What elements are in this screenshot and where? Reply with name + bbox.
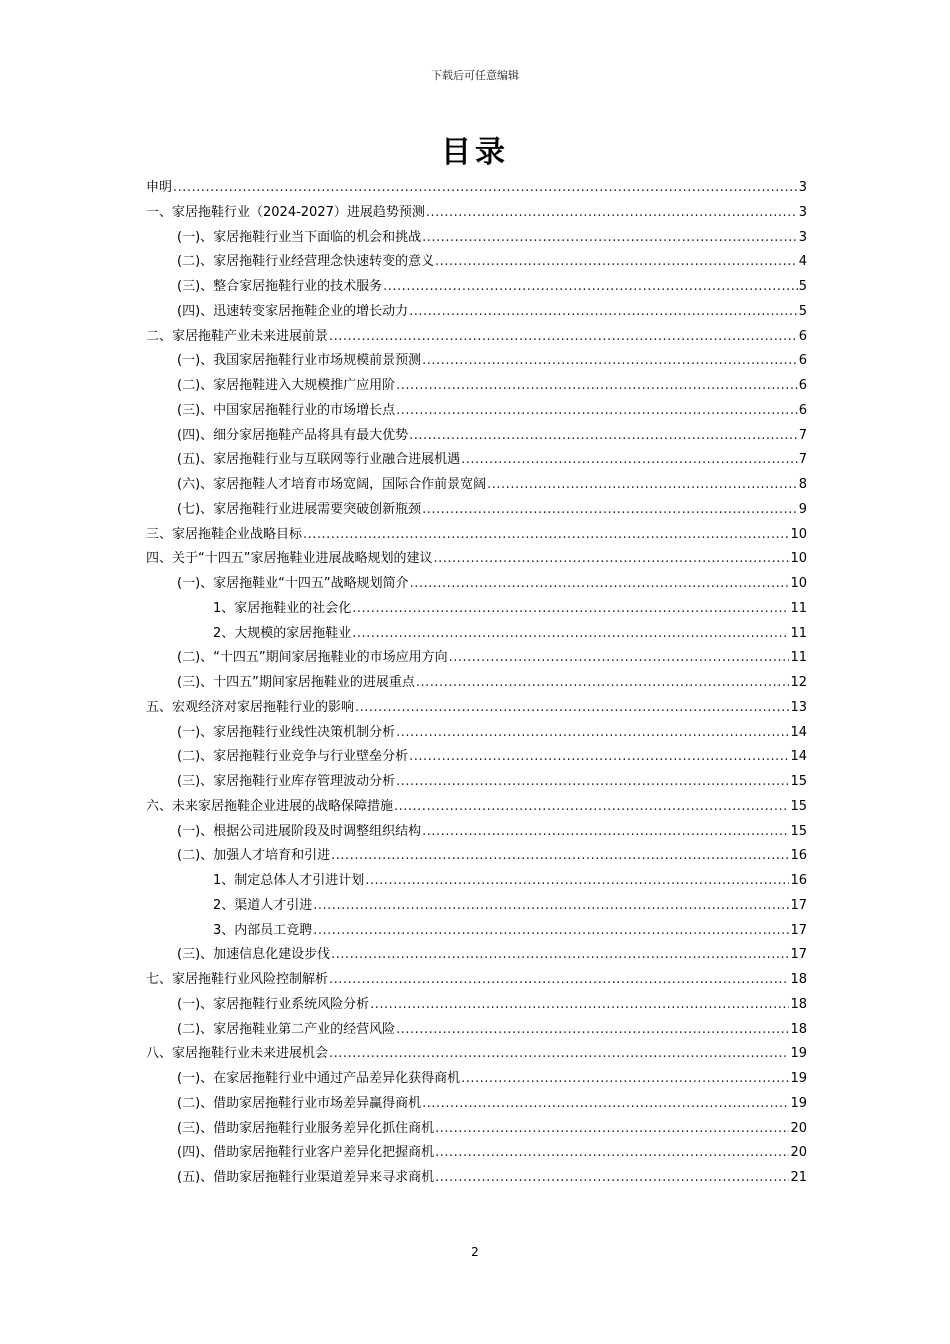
toc-dot-leader	[396, 1018, 789, 1043]
toc-entry-label: 三、家居拖鞋企业战略目标	[146, 526, 303, 542]
toc-entry-page: 4	[798, 254, 807, 270]
toc-entry-page: 17	[790, 947, 807, 963]
toc-entry-page: 7	[798, 452, 807, 468]
table-of-contents	[146, 176, 807, 1191]
toc-dot-leader	[329, 968, 789, 993]
toc-dot-leader	[410, 572, 790, 597]
toc-entry-label: (四)、迅速转变家居拖鞋企业的增长动力	[177, 303, 409, 319]
toc-entry-label: (一)、家居拖鞋业“十四五”战略规划简介	[177, 576, 409, 591]
toc-dot-leader	[433, 547, 789, 572]
toc-entry-page: 20	[790, 1145, 807, 1161]
toc-entry[interactable]	[146, 325, 807, 350]
toc-entry[interactable]	[146, 597, 807, 622]
toc-entry[interactable]	[146, 844, 807, 869]
toc-entry[interactable]	[146, 300, 807, 325]
toc-dot-leader	[416, 671, 790, 696]
toc-entry-page: 6	[798, 353, 807, 369]
toc-entry-page: 9	[798, 501, 807, 517]
toc-entry-label: (四)、借助家居拖鞋行业客户差异化把握商机	[177, 1145, 435, 1161]
toc-entry-label: (三)、整合家居拖鞋行业的技术服务	[177, 279, 383, 294]
toc-entry[interactable]	[146, 696, 807, 721]
toc-entry[interactable]	[146, 498, 807, 523]
toc-entry[interactable]	[146, 349, 807, 374]
toc-entry-label: 1、制定总体人才引进计划	[213, 873, 365, 888]
toc-dot-leader	[461, 1067, 789, 1092]
toc-entry-label: (五)、家居拖鞋行业与互联网等行业融合进展机遇	[177, 452, 461, 468]
toc-entry-label: 一、家居拖鞋行业（2024-2027）进展趋势预测	[146, 204, 425, 220]
toc-dot-leader	[435, 1166, 789, 1191]
toc-dot-leader	[313, 894, 789, 919]
toc-entry-label: (一)、在家居拖鞋行业中通过产品差异化获得商机	[177, 1071, 461, 1086]
toc-dot-leader	[449, 646, 790, 671]
toc-entry-label: (一)、我国家居拖鞋行业市场规模前景预测	[177, 353, 422, 369]
toc-entry-page: 16	[790, 873, 807, 888]
toc-dot-leader	[461, 448, 798, 473]
toc-entry-label: (六)、家居拖鞋人才培育市场宽阔，国际合作前景宽阔	[177, 477, 487, 492]
toc-entry[interactable]	[146, 770, 807, 795]
toc-entry-page: 3	[798, 229, 807, 245]
toc-entry-label: (二)、家居拖鞋进入大规模推广应用阶	[177, 378, 396, 393]
toc-entry-label: (四)、细分家居拖鞋产品将具有最大优势	[177, 427, 409, 443]
toc-dot-leader	[396, 770, 789, 795]
page-title: 目录	[441, 135, 509, 170]
toc-entry-page: 3	[798, 180, 807, 195]
toc-entry-label: (三)、加速信息化建设步伐	[177, 947, 331, 963]
toc-dot-leader	[331, 943, 789, 968]
toc-entry-page: 19	[790, 1071, 807, 1086]
toc-entry[interactable]	[146, 919, 807, 944]
toc-entry-label: 3、内部员工竞聘	[213, 922, 313, 938]
toc-dot-leader	[383, 275, 798, 300]
toc-entry-page: 14	[790, 749, 807, 765]
toc-entry-label: (七)、家居拖鞋行业进展需要突破创新瓶颈	[177, 501, 422, 517]
toc-entry-page: 17	[790, 922, 807, 938]
toc-dot-leader	[396, 721, 789, 746]
toc-entry-label: 2、大规模的家居拖鞋业	[213, 625, 352, 641]
toc-entry-label: 二、家居拖鞋产业未来进展前景	[146, 328, 329, 344]
toc-entry-label: 2、渠道人才引进	[213, 897, 313, 913]
toc-entry-page: 12	[790, 675, 807, 690]
toc-entry-page: 6	[798, 328, 807, 344]
toc-entry-page: 14	[790, 724, 807, 740]
toc-entry[interactable]	[146, 1067, 807, 1092]
toc-entry[interactable]	[146, 745, 807, 770]
toc-entry[interactable]	[146, 473, 807, 498]
toc-dot-leader	[329, 1042, 789, 1067]
toc-entry[interactable]	[146, 424, 807, 449]
toc-entry-label: 六、未来家居拖鞋企业进展的战略保障措施	[146, 798, 394, 814]
toc-entry[interactable]	[146, 795, 807, 820]
toc-entry[interactable]	[146, 572, 807, 597]
toc-entry-label: (五)、借助家居拖鞋行业渠道差异来寻求商机	[177, 1170, 435, 1185]
toc-dot-leader	[422, 1092, 789, 1117]
toc-entry[interactable]	[146, 622, 807, 647]
toc-dot-leader	[435, 1141, 789, 1166]
toc-entry-page: 15	[790, 823, 807, 839]
toc-dot-leader	[355, 696, 789, 721]
toc-entry[interactable]	[146, 646, 807, 671]
toc-entry-page: 6	[798, 378, 807, 393]
toc-entry-label: (二)、借助家居拖鞋行业市场差异赢得商机	[177, 1095, 422, 1111]
toc-entry[interactable]	[146, 523, 807, 548]
toc-entry-page: 11	[790, 600, 807, 616]
toc-entry-page: 18	[790, 972, 807, 987]
toc-entry-page: 19	[790, 1095, 807, 1111]
toc-entry[interactable]	[146, 448, 807, 473]
toc-entry-page: 6	[798, 402, 807, 418]
toc-entry-page: 18	[790, 1021, 807, 1037]
toc-entry-label: (二)、家居拖鞋行业竞争与行业壁垒分析	[177, 749, 409, 765]
toc-dot-leader	[426, 201, 798, 226]
toc-dot-leader	[313, 919, 789, 944]
toc-entry-label: (三)、中国家居拖鞋行业的市场增长点	[177, 402, 396, 418]
toc-dot-leader	[352, 597, 789, 622]
toc-entry-label: 申明	[146, 180, 173, 195]
toc-dot-leader	[331, 844, 789, 869]
toc-dot-leader	[409, 424, 798, 449]
toc-entry[interactable]	[146, 721, 807, 746]
toc-entry-label: 八、家居拖鞋行业未来进展机会	[146, 1046, 329, 1062]
toc-dot-leader	[352, 622, 789, 647]
toc-entry[interactable]	[146, 943, 807, 968]
toc-entry-page: 15	[790, 798, 807, 814]
toc-entry[interactable]	[146, 1166, 807, 1191]
toc-dot-leader	[409, 300, 798, 325]
toc-entry-label: (三)、借助家居拖鞋行业服务差异化抓住商机	[177, 1120, 435, 1136]
toc-entry-label: 七、家居拖鞋行业风险控制解析	[146, 972, 329, 987]
toc-entry-label: (三)、十四五”期间家居拖鞋业的进展重点	[177, 675, 415, 690]
toc-dot-leader	[435, 1117, 789, 1142]
toc-entry-label: (一)、家居拖鞋行业当下面临的机会和挑战	[177, 229, 422, 245]
toc-entry-label: (一)、家居拖鞋行业线性决策机制分析	[177, 724, 396, 740]
toc-entry-label: (三)、家居拖鞋行业库存管理波动分析	[177, 774, 396, 789]
toc-entry[interactable]	[146, 671, 807, 696]
toc-entry[interactable]	[146, 869, 807, 894]
toc-entry-page: 5	[798, 279, 807, 294]
toc-entry[interactable]	[146, 1092, 807, 1117]
toc-entry[interactable]	[146, 1042, 807, 1067]
toc-entry-page: 11	[790, 625, 807, 641]
toc-dot-leader	[329, 325, 798, 350]
toc-entry-page: 17	[790, 897, 807, 913]
toc-dot-leader	[303, 523, 789, 548]
toc-entry-page: 19	[790, 1046, 807, 1062]
toc-entry[interactable]	[146, 1018, 807, 1043]
toc-entry-page: 21	[790, 1170, 807, 1185]
toc-entry[interactable]	[146, 374, 807, 399]
toc-entry-page: 10	[790, 576, 807, 591]
toc-entry-label: (二)、家居拖鞋行业经营理念快速转变的意义	[177, 254, 435, 270]
toc-entry[interactable]	[146, 275, 807, 300]
toc-entry-page: 18	[790, 996, 807, 1012]
toc-dot-leader	[422, 226, 798, 251]
toc-entry-page: 15	[790, 774, 807, 789]
toc-entry[interactable]	[146, 547, 807, 572]
toc-entry-page: 7	[798, 427, 807, 443]
toc-entry-label: 四、关于“十四五”家居拖鞋业进展战略规划的建议	[146, 551, 433, 567]
toc-dot-leader	[422, 820, 789, 845]
toc-entry[interactable]	[146, 820, 807, 845]
toc-entry[interactable]	[146, 993, 807, 1018]
toc-dot-leader	[396, 399, 798, 424]
toc-entry-label: (一)、家居拖鞋行业系统风险分析	[177, 996, 370, 1012]
toc-entry-page: 5	[798, 303, 807, 319]
toc-entry-label: (二)、家居拖鞋业第二产业的经营风险	[177, 1021, 396, 1037]
toc-entry-label: (二)、“十四五”期间家居拖鞋业的市场应用方向	[177, 650, 448, 666]
toc-dot-leader	[173, 176, 798, 201]
toc-entry-label: (二)、加强人才培育和引进	[177, 848, 331, 864]
toc-entry-label: 1、家居拖鞋业的社会化	[213, 600, 352, 616]
toc-dot-leader	[435, 250, 798, 275]
toc-entry[interactable]	[146, 201, 807, 226]
page-number: 2	[471, 1245, 479, 1259]
toc-dot-leader	[394, 795, 789, 820]
toc-entry[interactable]	[146, 250, 807, 275]
toc-entry-label: 五、宏观经济对家居拖鞋行业的影响	[146, 699, 355, 715]
toc-dot-leader	[396, 374, 798, 399]
toc-entry-page: 10	[790, 551, 807, 567]
toc-entry-page: 3	[798, 204, 807, 220]
toc-dot-leader	[422, 498, 798, 523]
toc-entry-page: 11	[790, 650, 807, 666]
toc-dot-leader	[422, 349, 798, 374]
toc-entry-page: 13	[790, 699, 807, 715]
header-note: 下载后可任意编辑	[431, 69, 519, 82]
toc-dot-leader	[370, 993, 789, 1018]
toc-entry-page: 20	[790, 1120, 807, 1136]
toc-entry-page: 16	[790, 848, 807, 864]
toc-entry[interactable]	[146, 968, 807, 993]
toc-entry[interactable]	[146, 1141, 807, 1166]
toc-entry[interactable]	[146, 1117, 807, 1142]
toc-entry-page: 10	[790, 526, 807, 542]
toc-entry[interactable]	[146, 894, 807, 919]
toc-entry[interactable]	[146, 226, 807, 251]
toc-entry[interactable]	[146, 176, 807, 201]
toc-dot-leader	[409, 745, 789, 770]
toc-dot-leader	[487, 473, 798, 498]
toc-dot-leader	[365, 869, 789, 894]
toc-entry[interactable]	[146, 399, 807, 424]
toc-entry-label: (一)、根据公司进展阶段及时调整组织结构	[177, 823, 422, 839]
toc-entry-page: 8	[798, 477, 807, 492]
